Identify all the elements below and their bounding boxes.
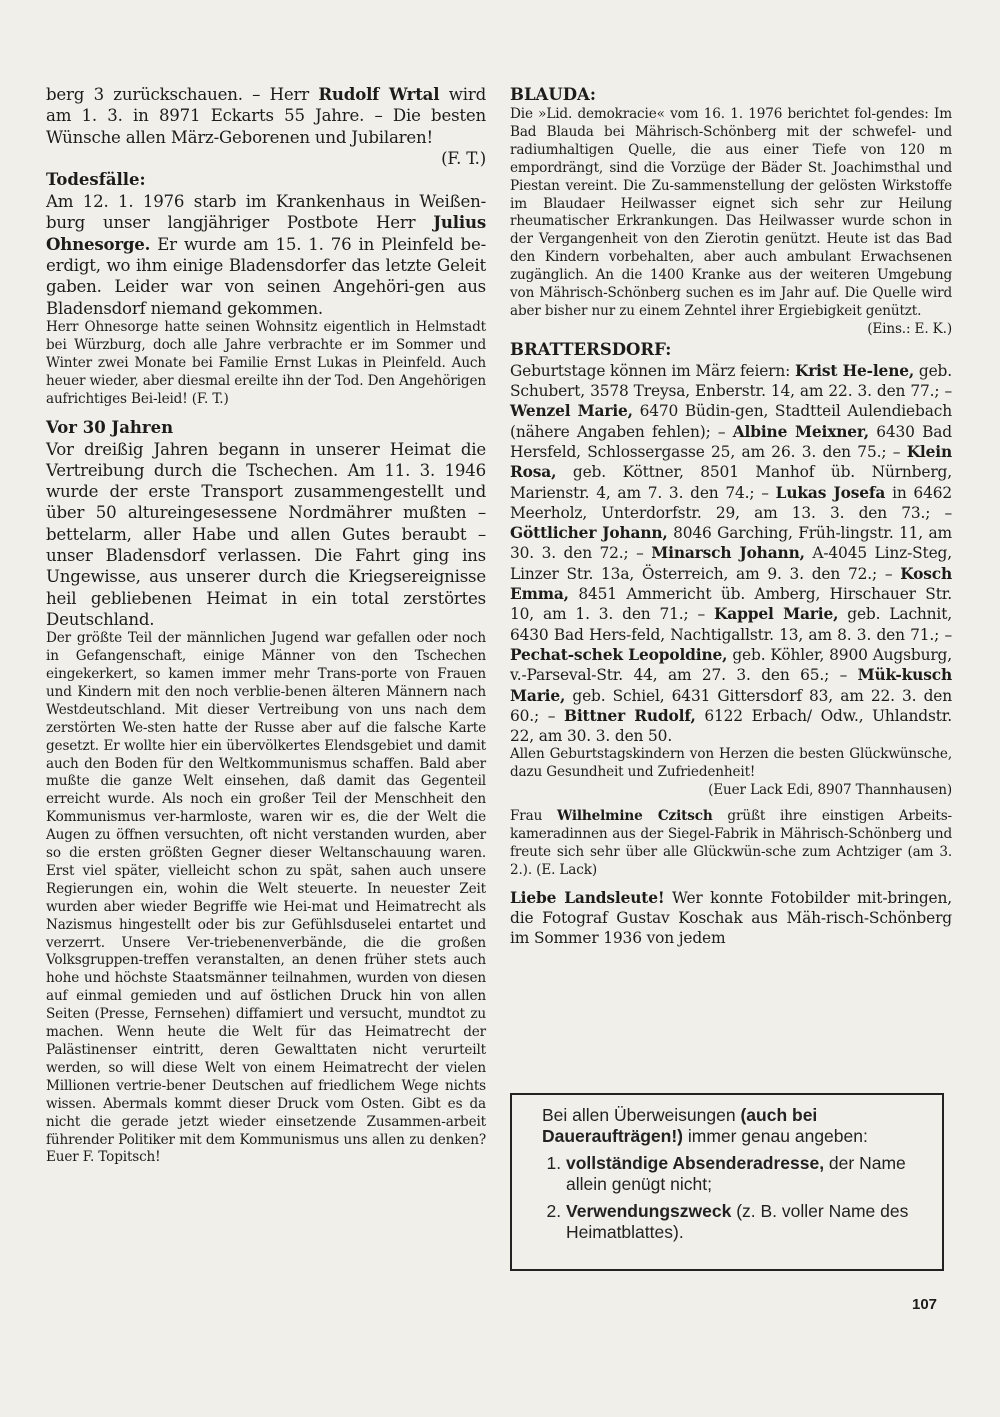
text-run: geb. Köhler, 8900 Augsburg, v.-Parseval-Str. 44, am 27. 3. den 65.; –: [510, 645, 952, 685]
section-heading: BLAUDA:: [510, 85, 596, 104]
bold-name: Klein Rosa,: [510, 442, 952, 482]
text-run: 6122 Erbach/ Odw., Uhlandstr. 22, am 30. 3. den 50.: [510, 706, 952, 746]
text-run: geb. Schubert, 3578 Treysa, Enberstr. 14, am 22. 3. den 77.; –: [510, 361, 952, 401]
bold-name: Krist He-lene,: [794, 361, 915, 380]
bold-name: Bittner Rudolf,: [563, 706, 696, 725]
notice-item-1: 1. vollständige Absenderadresse, der Name allein genügt nicht;: [566, 1153, 922, 1195]
text-run: A-4045 Linz-Steg, Linzer Str. 13a, Österreich, am 9. 3. den 72.; –: [510, 544, 952, 583]
right-column: [510, 84, 952, 949]
bold-name: Liebe Landsleute!: [510, 888, 665, 907]
bold-name: Pechat-schek Leopoldine,: [510, 645, 728, 664]
page-number: 107: [912, 1296, 938, 1313]
bold-name: Rudolf Wrtal: [318, 84, 440, 104]
section-heading: Vor 30 Jahren: [46, 417, 174, 437]
text-run: Herr Ohnesorge hatte seinen Wohnsitz eigentlich in Helmstadt bei Würzburg, doch alle Jahre verbrachte er im Sommer und Winter zwei Monate bei Familie Ernst Lukas in Pleinfeld. Auch heuer wieder, aber diesmal ereilte ihn der Tod. Den Angehörigen aufrichtiges Bei-leid! (F. T.): [46, 318, 486, 407]
signature: (Euer Lack Edi, 8907 Thannhausen): [708, 782, 952, 799]
text-run: Am 12. 1. 1976 starb im Krankenhaus in Weißen-burg unser langjähriger Postbote Herr: [46, 192, 486, 233]
section-heading: BRATTERSDORF:: [510, 339, 672, 359]
text-run: 8451 Ammericht üb. Amberg, Hirschauer Str. 10, am 1. 3. den 71.; –: [510, 585, 952, 624]
text-run: Geburtstage können im März feiern:: [510, 361, 795, 380]
spacer: [510, 880, 952, 888]
paragraph: [46, 319, 486, 409]
text-run: wird am 1. 3. in 8971 Eckarts 55 Jahre. – Die besten Wünsche allen März-Geborenen und Jubilaren!: [46, 85, 486, 147]
paragraph: [46, 191, 486, 319]
text-run: Allen Geburtstagskindern von Herzen die besten Glückwünsche, dazu Gesundheit und Zufriedenheit!: [510, 746, 952, 781]
paragraph: [510, 746, 952, 782]
paragraph: [46, 84, 486, 148]
text-run: Frau: [510, 808, 558, 825]
paragraph: [510, 888, 952, 949]
paragraph: [46, 439, 486, 631]
bold-name: Kappel Marie,: [714, 605, 839, 624]
text-run: grüßt ihre einstigen Arbeits-kameradinnen aus der Siegel-Fabrik in Mährisch-Schönberg und freute sich sehr über alle Glückwün-sche zum Achtziger (am 3. 2.). (E. Lack): [510, 808, 952, 878]
text-run: in 6462 Meerholz, Unterdorfstr. 29, am 13. 3. den 73.; –: [510, 483, 952, 522]
text-run: geb. Köttner, 8501 Manhof üb. Nürnberg, Marienstr. 4, am 7. 3. den 74.; –: [510, 463, 952, 502]
text-run: Er wurde am 15. 1. 76 in Pleinfeld be-erdigt, wo ihm einige Bladensdorfer das letzte Geleit gaben. Leider war von seinen Angehöri-gen aus Bladensdorf niemand gekommen.: [46, 234, 486, 318]
notice-list: [542, 1153, 922, 1243]
text-run: geb. Schiel, 6431 Gittersdorf 83, am 22. 3. den 60.; –: [510, 686, 952, 725]
notice-intro: Bei allen Überweisungen (auch bei Daueraufträgen!) immer genau angeben:: [542, 1105, 868, 1146]
bold-name: Albine Meixner,: [732, 422, 869, 441]
text-run: berg 3 zurückschauen. – Herr: [46, 85, 319, 104]
text-run: 6470 Büdin-gen, Stadtteil Aulendiebach (nähere Angaben fehlen); –: [510, 402, 952, 441]
bold-name: Wenzel Marie,: [510, 402, 633, 421]
paragraph: [46, 630, 486, 1167]
bold-name: Lukas Josefa: [775, 483, 886, 502]
bold-name: Kosch Emma,: [510, 564, 952, 604]
text-run: Die »Lid. demokracie« vom 16. 1. 1976 berichtet fol-gendes: Im Bad Blauda bei Mährisch-Schönberg mit der schwefel- und radiumhaltigen Quelle, die aus einer Tiefe von 120 m empordrängt, sind die Vorzüge der Bäder St. Joachimsthal und Piestan vereint. Die Zu-sammenstellung der gelösten Wirkstoffe im Blaudaer Heilwasser eignet sich sehr zur Heilung rheumatischer Erkrankungen. Das Heilwasser wurde schon in der Vergangenheit von den Zierotin genützt. Heute ist das Bad den Kindern vorbehalten, aber auch ambulant Erwachsenen zugänglich. An die 1400 Kranke aus der weiteren Umgebung von Mährisch-Schönberg suchen es im Jahr auf. Die Quelle wird aber bisher nur zu einem Zehntel ihrer Ergiebigkeit genützt.: [510, 106, 952, 319]
text-run: geb. Lachnit, 6430 Bad Hers-feld, Nachtigallstr. 13, am 8. 3. den 71.; –: [510, 605, 952, 644]
payment-notice-box: [510, 1093, 944, 1271]
paragraph: [510, 808, 952, 880]
bold-name: Wilhelmine Czitsch: [557, 808, 713, 825]
spacer: [46, 409, 486, 417]
bold-name: Julius Ohnesorge.: [46, 212, 486, 254]
text-run: Der größte Teil der männlichen Jugend war gefallen oder noch in Gefangenschaft, einige Männer von den Tschechen eingekerkert, so kamen immer mehr Trans-porte von Frauen und Kindern mit den noch verblie-benen älteren Männern nach Westdeutschland. Mit dieser Vertreibung von uns nach dem zerstörten We-sten hatte der Russe aber auf die falsche Karte gesetzt. Er wollte hier ein übervölkertes Elendsgebiet und damit auch den Boden für den Weltkommunismus schaffen. Bald aber mußte die ganze Welt einsehen, daß damit das Gegenteil erreicht wurde. Als noch ein großer Teil der Menschheit den Kommunismus ver-harmloste, waren wir es, die der Welt die Augen zu öffnen versuchten, oft nicht verstanden wurden, aber so die ersten größten Gegner dieser Weltanschauung waren. Erst viel später, vielleicht schon zu spät, sahen auch unsere Regierungen ein, wohin die Welt steuerte. In neuester Zeit wurden aber wieder Begriffe wie Hei-mat und Heimatrecht als Nazismus hingestellt oder bis zur Gefühlsduselei entartet und verzerrt. Unsere Ver-triebenenverbände, die die großen Volksgruppen-treffen veranstalten, an denen früher stets auch hohe und höchste Staatsmänner teilnahmen, wurden von diesen auf einmal gemieden und auf östlichen Druck hin von allen Seiten (Presse, Fernsehen) diffamiert und versucht, mundtot zu machen. Wenn heute die Welt für das Heimatrecht der Palästinenser eintritt, deren Gewalttaten nicht verurteilt werden, so will diese Welt von einem Heimatrecht der vielen Millionen vertrie-bener Deutschen auf friedlichem Wege nichts wissen. Abermals kommt dieser Druck vom Osten. Gibt es da nicht die gerade jetzt wieder einsetzende Zusammen-arbeit führender Politiker mit dem Kommunismus uns allen zu denken? Euer F. Topitsch!: [46, 630, 486, 1166]
paragraph: [510, 361, 952, 747]
text-run: Wer konnte Fotobilder mit-bringen, die Fotograf Gustav Koschak aus Mäh-risch-Schönberg im Sommer 1936 von jedem: [510, 888, 953, 948]
spacer: [510, 800, 952, 808]
text-run: Vor dreißig Jahren begann in unserer Heimat die Vertreibung durch die Tschechen. Am 11. 3. 1946 wurde der erste Transport zusammengestellt und über 50 altureingesessene Nordmährer mußten – bettelarm, aller Habe und allen Gutes beraubt – unser Bladensdorf verlassen. Die Fahrt ging ins Ungewisse, aus unserer durch die Kriegsereignisse heil gebliebenen Heimat in ein total zerstörtes Deutschland.: [46, 439, 486, 629]
bold-name: Mük-kusch Marie,: [510, 666, 952, 705]
notice-item-2: 2. Verwendungszweck (z. B. voller Name des Heimatblattes).: [566, 1201, 922, 1243]
paragraph: [510, 106, 952, 321]
text-run: 6430 Bad Hersfeld, Schlossergasse 25, am 26. 3. den 75.; –: [510, 422, 952, 461]
left-column: [46, 84, 486, 1167]
signature: (F. T.): [441, 148, 486, 168]
section-heading: Todesfälle:: [46, 170, 146, 190]
bold-name: Göttlicher Johann,: [510, 524, 668, 543]
signature: (Eins.: E. K.): [867, 320, 952, 337]
bold-name: Minarsch Johann,: [651, 544, 805, 563]
text-run: 8046 Garching, Früh-lingstr. 11, am 30. 3. den 72.; –: [510, 524, 952, 563]
